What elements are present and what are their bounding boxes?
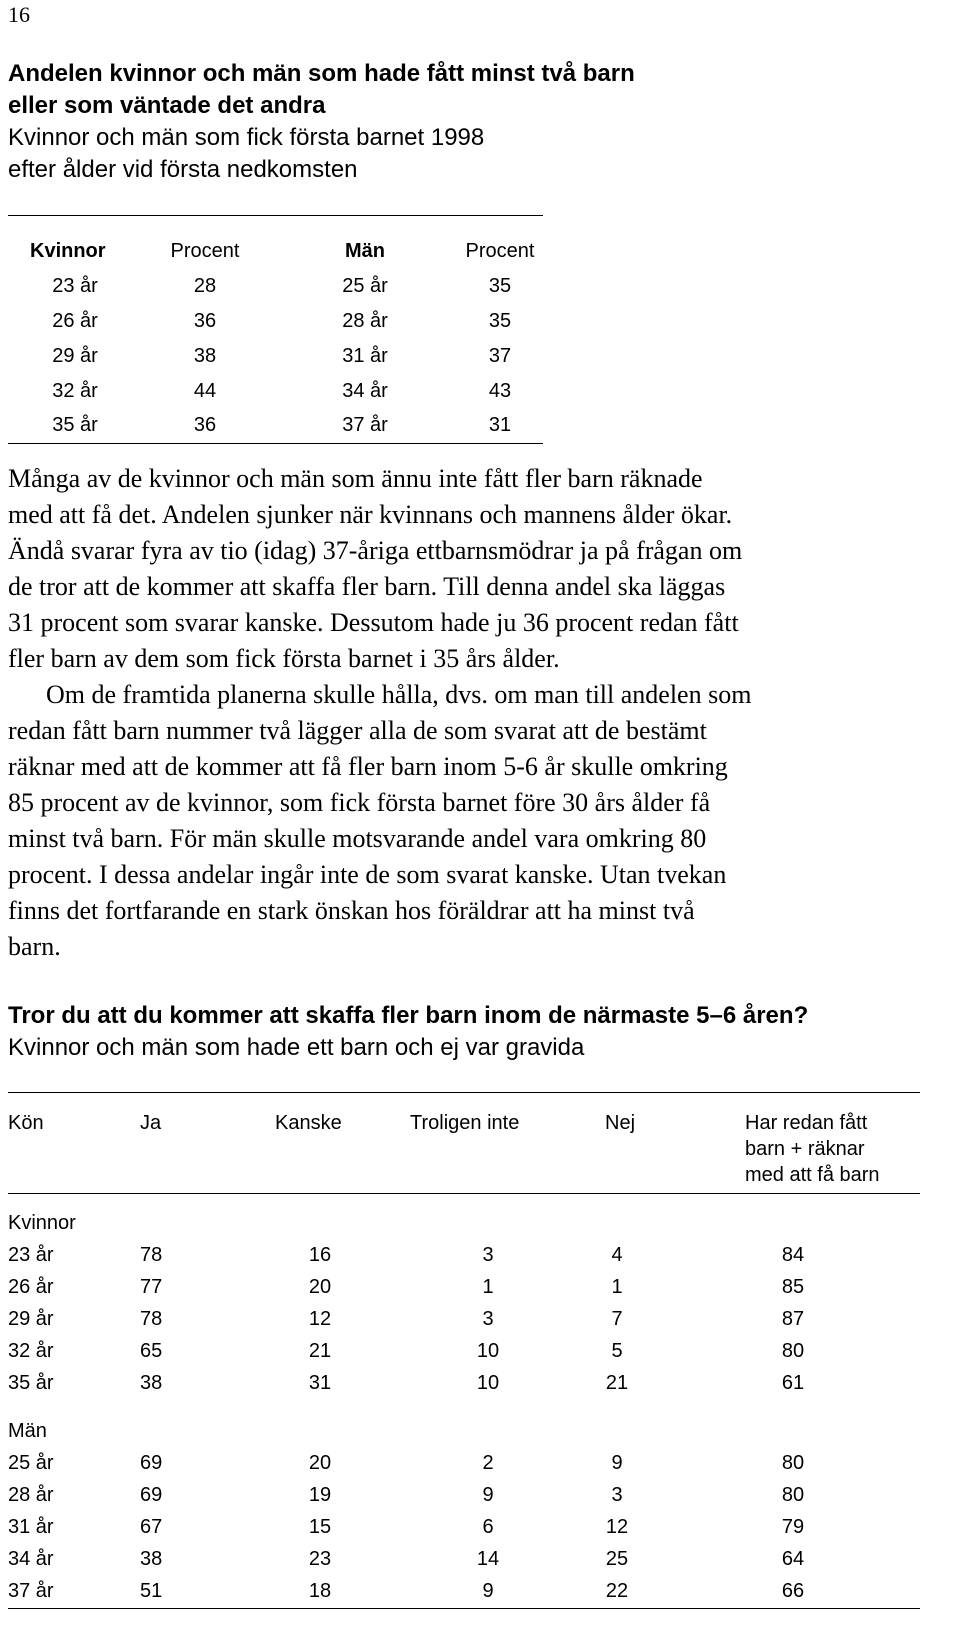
body-line: finns det fortfarande en stark önskan hos föräldrar att ha minst två [8, 896, 695, 925]
table2-cell: 2 [482, 1452, 494, 1474]
table2-bottom-rule [8, 1608, 920, 1609]
table2-cell: 31 [308, 1372, 332, 1394]
table2-header-ja: Ja [140, 1112, 162, 1134]
table2-cell: 21 [605, 1372, 629, 1394]
table2-cell: 79 [781, 1516, 805, 1538]
table2-cell: 9 [611, 1452, 623, 1474]
table1-cell: 35 [488, 310, 512, 332]
page-number: 16 [8, 2, 30, 27]
table2-cell: 31 år [8, 1516, 54, 1538]
body-line: procent. I dessa andelar ingår inte de som svarat kanske. Utan tvekan [8, 860, 727, 889]
table1-cell: 25 år [342, 275, 388, 297]
table2-cell: 78 [140, 1308, 163, 1330]
table2-cell: 69 [140, 1484, 163, 1506]
table2-cell: 22 [605, 1580, 629, 1602]
body-line: minst två barn. För män skulle motsvarande andel vara omkring 80 [8, 824, 707, 853]
table2-cell: 21 [308, 1340, 332, 1362]
table2-cell: 25 [605, 1548, 629, 1570]
table2-title: Tror du att du kommer att skaffa fler barn inom de närmaste 5–6 åren? [8, 1002, 809, 1029]
table2-cell: 85 [781, 1276, 805, 1298]
table2-cell: 80 [781, 1340, 805, 1362]
table2-cell: 29 år [8, 1308, 54, 1330]
table2-cell: 3 [611, 1484, 623, 1506]
table1-cell: 44 [193, 380, 217, 402]
table2-cell: 67 [140, 1516, 163, 1538]
table1-cell: 35 [488, 275, 512, 297]
table1-bottom-rule [8, 443, 543, 444]
table2-cell: 5 [611, 1340, 623, 1362]
table2-cell: 69 [140, 1452, 163, 1474]
table2-cell: 6 [482, 1516, 494, 1538]
table2-cell: 20 [308, 1276, 332, 1298]
table2-cell: 14 [476, 1548, 500, 1570]
table2-cell: 18 [308, 1580, 332, 1602]
table2-cell: 78 [140, 1244, 163, 1266]
table2-cell: 4 [611, 1244, 623, 1266]
table1-header-man: Män [345, 240, 385, 262]
table2-cell: 80 [781, 1484, 805, 1506]
table1-header-kvinnor: Kvinnor [30, 240, 106, 262]
table2-header-har-redan-1: Har redan fått [745, 1112, 868, 1134]
table2-cell: 7 [611, 1308, 623, 1330]
body-line: 31 procent som svarar kanske. Dessutom hade ju 36 procent redan fått [8, 608, 739, 637]
table2-cell: 34 år [8, 1548, 54, 1570]
table1-cell: 23 år [52, 275, 98, 297]
table2-cell: 64 [781, 1548, 805, 1570]
body-line: Många av de kvinnor och män som ännu inte fått fler barn räknade [8, 464, 703, 493]
table2-header-rule [8, 1193, 920, 1194]
table2-cell: 1 [482, 1276, 494, 1298]
table2-header-har-redan-3: med att få barn [745, 1164, 880, 1186]
body-line: 85 procent av de kvinnor, som fick första barnet före 30 års ålder få [8, 788, 711, 817]
body-line: räknar med att de kommer att få fler barn inom 5-6 år skulle omkring [8, 752, 728, 781]
table1-cell: 29 år [52, 345, 98, 367]
table2-cell: 12 [605, 1516, 629, 1538]
table2-cell: 61 [781, 1372, 805, 1394]
table2-subtitle: Kvinnor och män som hade ett barn och ej var gravida [8, 1034, 585, 1061]
table2-cell: 10 [476, 1340, 500, 1362]
table2-cell: 26 år [8, 1276, 54, 1298]
table1-cell: 31 [488, 414, 512, 436]
table2-cell: 80 [781, 1452, 805, 1474]
table2-cell: 3 [482, 1244, 494, 1266]
body-line-indented: Om de framtida planerna skulle hålla, dvs. om man till andelen som [46, 680, 752, 709]
table2-top-rule [8, 1092, 920, 1093]
table1-cell: 37 år [342, 414, 388, 436]
body-line: med att få det. Andelen sjunker när kvinnans och mannens ålder ökar. [8, 500, 733, 529]
table2-header-kanske: Kanske [275, 1112, 342, 1134]
table2-cell: 77 [140, 1276, 163, 1298]
table2-cell: 20 [308, 1452, 332, 1474]
table1-cell: 31 år [342, 345, 388, 367]
table2-cell: 15 [308, 1516, 332, 1538]
table2-cell: 35 år [8, 1372, 54, 1394]
table2-cell: 25 år [8, 1452, 54, 1474]
body-line: de tror att de kommer att skaffa fler barn. Till denna andel ska läggas [8, 572, 726, 601]
table1-cell: 28 år [342, 310, 388, 332]
table1-cell: 34 år [342, 380, 388, 402]
table2-cell: 19 [308, 1484, 332, 1506]
body-line: fler barn av dem som fick första barnet i 35 års ålder. [8, 644, 560, 673]
table1-cell: 26 år [52, 310, 98, 332]
table1-header-procent-women: Procent [170, 240, 240, 262]
table2-cell: 23 [308, 1548, 332, 1570]
table2-cell: 51 [140, 1580, 163, 1602]
body-line: barn. [8, 932, 61, 961]
table1-cell: 28 [193, 275, 217, 297]
table2-group-man: Män [8, 1420, 47, 1442]
table1-subtitle-line-2: efter ålder vid första nedkomsten [8, 156, 358, 183]
table1-title-line-1: Andelen kvinnor och män som hade fått minst två barn [8, 60, 635, 87]
table2-cell: 3 [482, 1308, 494, 1330]
table1-subtitle-line-1: Kvinnor och män som fick första barnet 1998 [8, 124, 485, 151]
table1-cell: 36 [193, 310, 217, 332]
table1-title-line-2: eller som väntade det andra [8, 92, 326, 119]
table2-cell: 87 [781, 1308, 805, 1330]
table2-cell: 10 [476, 1372, 500, 1394]
table2-cell: 32 år [8, 1340, 54, 1362]
table1-top-rule [8, 215, 543, 216]
table1-cell: 36 [193, 414, 217, 436]
table2-cell: 65 [140, 1340, 163, 1362]
body-line: redan fått barn nummer två lägger alla de som svarat att de bestämt [8, 716, 707, 745]
table1-cell: 43 [488, 380, 512, 402]
table2-cell: 38 [140, 1372, 163, 1394]
table2-cell: 9 [482, 1484, 494, 1506]
body-line: Ändå svarar fyra av tio (idag) 37-åriga ettbarnsmödrar ja på frågan om [8, 536, 743, 565]
table2-cell: 28 år [8, 1484, 54, 1506]
table2-header-kon: Kön [8, 1112, 44, 1134]
table2-header-troligen-inte: Troligen inte [410, 1112, 520, 1134]
table1-cell: 38 [193, 345, 217, 367]
table1-cell: 35 år [52, 414, 98, 436]
table2-cell: 66 [781, 1580, 805, 1602]
table1-cell: 32 år [52, 380, 98, 402]
table1-cell: 37 [488, 345, 512, 367]
table2-cell: 1 [611, 1276, 623, 1298]
table2-cell: 23 år [8, 1244, 54, 1266]
table2-cell: 16 [308, 1244, 332, 1266]
table2-cell: 12 [308, 1308, 332, 1330]
table2-cell: 37 år [8, 1580, 54, 1602]
table2-header-nej: Nej [605, 1112, 636, 1134]
table2-cell: 38 [140, 1548, 163, 1570]
table2-group-kvinnor: Kvinnor [8, 1212, 76, 1234]
table2-cell: 9 [482, 1580, 494, 1602]
table2-header-har-redan-2: barn + räknar [745, 1138, 865, 1160]
table1-header-procent-men: Procent [465, 240, 535, 262]
table2-cell: 84 [781, 1244, 805, 1266]
